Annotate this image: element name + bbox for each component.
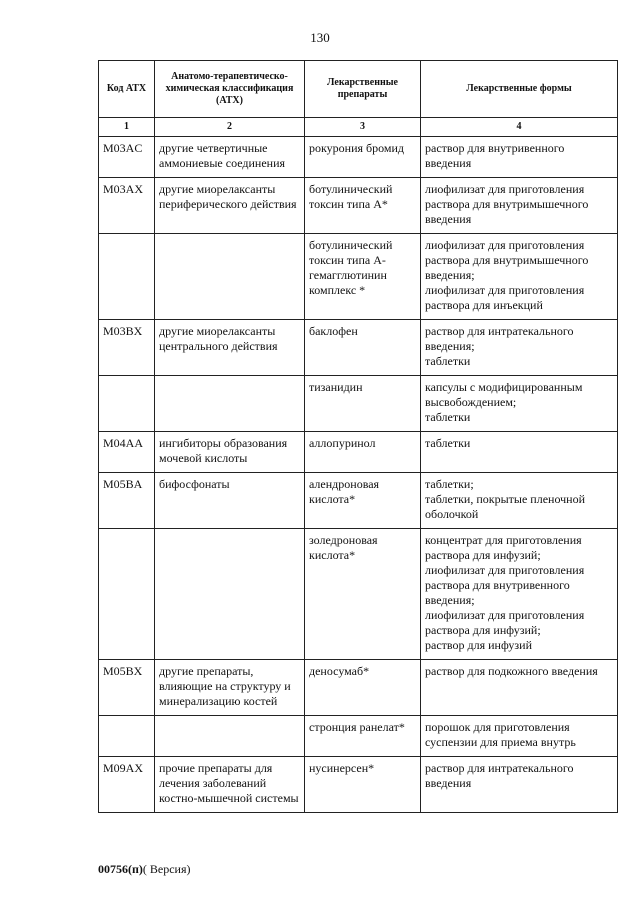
atx-code-cell: M03AX xyxy=(99,178,155,234)
dosage-form-item: таблетки xyxy=(425,436,471,450)
header-atx-code: Код АТХ xyxy=(99,61,155,118)
table-row xyxy=(99,716,618,757)
table-row xyxy=(99,137,618,178)
atx-drug-table xyxy=(98,60,618,813)
atx-code-cell xyxy=(99,234,155,320)
atx-class-cell: другие миорелаксанты центрального действия xyxy=(155,320,305,376)
dosage-form-item: таблетки xyxy=(425,354,471,368)
table-row xyxy=(99,660,618,716)
dosage-form-item: концентрат для приготовления раствора для инфузий; xyxy=(425,533,582,562)
table-row xyxy=(99,376,618,432)
atx-class-cell: другие четвертичные аммониевые соединения xyxy=(155,137,305,178)
atx-code-cell xyxy=(99,716,155,757)
dosage-form-item: раствор для подкожного введения xyxy=(425,664,598,678)
table-row xyxy=(99,234,618,320)
dosage-forms-cell xyxy=(421,137,618,178)
header-atx-classification: Анатомо-терапевтическо-химическая классификация (АТХ) xyxy=(155,61,305,118)
drug-name-cell: тизанидин xyxy=(305,376,421,432)
column-number: 3 xyxy=(305,118,421,137)
drug-name-cell: нусинерсен* xyxy=(305,757,421,813)
table-row xyxy=(99,178,618,234)
table-row xyxy=(99,529,618,660)
dosage-forms-cell xyxy=(421,376,618,432)
dosage-forms-cell xyxy=(421,320,618,376)
drug-name-cell: стронция ранелат* xyxy=(305,716,421,757)
atx-code-cell: M03AC xyxy=(99,137,155,178)
document-footer xyxy=(98,862,191,877)
atx-class-cell: другие миорелаксанты периферического действия xyxy=(155,178,305,234)
atx-code-cell xyxy=(99,376,155,432)
atx-code-cell xyxy=(99,529,155,660)
column-number: 4 xyxy=(421,118,618,137)
drug-name-cell: золедроновая кислота* xyxy=(305,529,421,660)
atx-class-cell xyxy=(155,376,305,432)
column-number: 1 xyxy=(99,118,155,137)
drug-name-cell: ботулинический токсин типа А* xyxy=(305,178,421,234)
atx-code-cell: M09AX xyxy=(99,757,155,813)
drug-name-cell: аллопуринол xyxy=(305,432,421,473)
atx-code-cell: M04AA xyxy=(99,432,155,473)
atx-class-cell xyxy=(155,716,305,757)
table-row xyxy=(99,473,618,529)
dosage-form-item: раствор для инфузий xyxy=(425,638,532,652)
atx-class-cell: ингибиторы образования мочевой кислоты xyxy=(155,432,305,473)
column-number: 2 xyxy=(155,118,305,137)
drug-name-cell: рокурония бромид xyxy=(305,137,421,178)
atx-class-cell: бифосфонаты xyxy=(155,473,305,529)
dosage-forms-cell xyxy=(421,529,618,660)
page-number: 130 xyxy=(310,30,330,45)
drug-name-cell: алендроновая кислота* xyxy=(305,473,421,529)
atx-class-cell: прочие препараты для лечения заболеваний костно-мышечной системы xyxy=(155,757,305,813)
dosage-form-item: раствор для интратекального введения xyxy=(425,761,574,790)
atx-class-cell: другие препараты, влияющие на структуру и минерализацию костей xyxy=(155,660,305,716)
dosage-forms-cell xyxy=(421,432,618,473)
drug-name-cell: деносумаб* xyxy=(305,660,421,716)
dosage-form-item: лиофилизат для приготовления раствора для внутривенного введения; xyxy=(425,563,585,607)
dosage-form-item: таблетки, покрытые пленочной оболочкой xyxy=(425,492,586,521)
table-row xyxy=(99,320,618,376)
table-row xyxy=(99,757,618,813)
dosage-form-item: лиофилизат для приготовления раствора для внутримышечного введения xyxy=(425,182,589,226)
dosage-form-item: капсулы с модифицированным высвобождением; xyxy=(425,380,583,409)
atx-code-cell: M05BA xyxy=(99,473,155,529)
dosage-forms-cell xyxy=(421,234,618,320)
header-dosage-forms: Лекарственные формы xyxy=(421,61,618,118)
version-label: ( Версия) xyxy=(142,862,191,876)
dosage-form-item: лиофилизат для приготовления раствора для инъекций xyxy=(425,283,585,312)
drug-name-cell: ботулинический токсин типа А-гемагглютинин комплекс * xyxy=(305,234,421,320)
dosage-forms-cell xyxy=(421,178,618,234)
header-drugs: Лекарственные препараты xyxy=(305,61,421,118)
atx-class-cell xyxy=(155,234,305,320)
atx-code-cell: M03BX xyxy=(99,320,155,376)
table-row xyxy=(99,432,618,473)
table-header-row xyxy=(99,61,618,118)
dosage-forms-cell xyxy=(421,660,618,716)
dosage-forms-cell xyxy=(421,716,618,757)
dosage-form-item: порошок для приготовления суспензии для приема внутрь xyxy=(425,720,576,749)
dosage-form-item: таблетки xyxy=(425,410,471,424)
dosage-forms-cell xyxy=(421,473,618,529)
atx-code-cell: M05BX xyxy=(99,660,155,716)
dosage-form-item: раствор для интратекального введения; xyxy=(425,324,574,353)
drug-name-cell: баклофен xyxy=(305,320,421,376)
document-code: 00756(п) xyxy=(98,862,143,876)
dosage-forms-cell xyxy=(421,757,618,813)
atx-class-cell xyxy=(155,529,305,660)
column-number-row xyxy=(99,118,618,137)
dosage-form-item: таблетки; xyxy=(425,477,474,491)
dosage-form-item: лиофилизат для приготовления раствора для внутримышечного введения; xyxy=(425,238,589,282)
dosage-form-item: раствор для внутривенного введения xyxy=(425,141,565,170)
dosage-form-item: лиофилизат для приготовления раствора для инфузий; xyxy=(425,608,585,637)
